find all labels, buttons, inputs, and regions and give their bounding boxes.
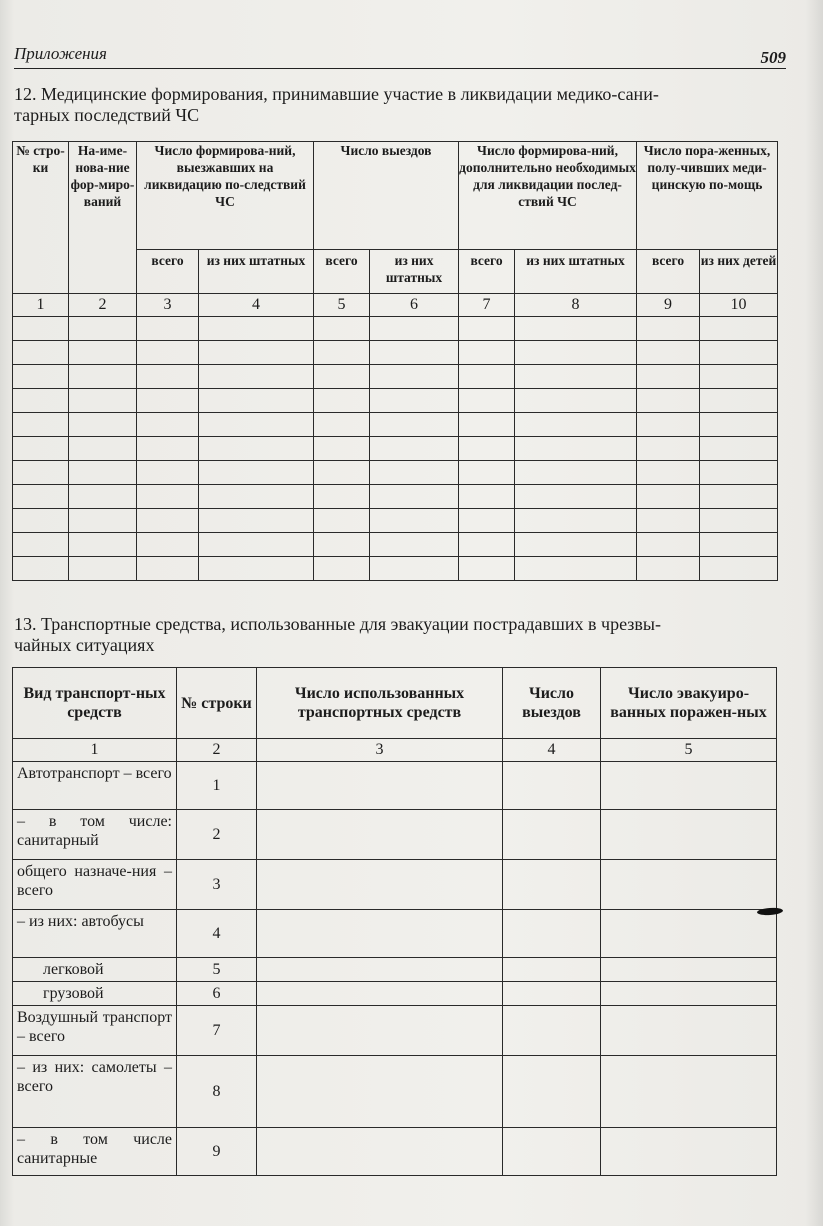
column-number: 10	[700, 294, 778, 317]
col-formations-header: Число формирова-ний, выезжавших на ликвидацию по-следствий ЧС	[137, 142, 314, 250]
row-label: общего назначе-ния – всего	[13, 860, 177, 910]
row-number: 7	[177, 1006, 257, 1056]
row-number: 8	[177, 1056, 257, 1128]
col-row-number-header: № строки	[177, 668, 257, 739]
row-label: – из них: автобусы	[13, 910, 177, 958]
table-row	[13, 509, 778, 533]
col-evacuated-header: Число эвакуиро-ванных поражен-ных	[601, 668, 777, 739]
ink-smudge	[757, 907, 783, 916]
col-transport-type-header: Вид транспорт-ных средств	[13, 668, 177, 739]
section-13-heading	[14, 614, 786, 656]
page-edge-shadow	[805, 0, 823, 1226]
sub-header-staff: из них штатных	[515, 250, 637, 294]
table-row	[13, 533, 778, 557]
medical-formations-table	[12, 141, 778, 581]
column-number: 1	[13, 739, 177, 762]
table-row	[13, 1056, 777, 1128]
column-number: 2	[177, 739, 257, 762]
sub-header-total: всего	[314, 250, 370, 294]
column-number: 8	[515, 294, 637, 317]
row-label: легковой	[13, 958, 177, 982]
column-number: 5	[601, 739, 777, 762]
row-number: 4	[177, 910, 257, 958]
row-number: 9	[177, 1128, 257, 1176]
row-number: 3	[177, 860, 257, 910]
table-row	[13, 557, 778, 581]
section-12-heading	[14, 84, 786, 126]
running-head	[14, 44, 786, 69]
table-row	[13, 762, 777, 810]
col-trips-header: Число выездов	[314, 142, 459, 250]
row-label: – из них: самолеты – всего	[13, 1056, 177, 1128]
column-number: 4	[199, 294, 314, 317]
table-row	[13, 317, 778, 341]
table-row	[13, 910, 777, 958]
col-trips-header: Число выездов	[503, 668, 601, 739]
column-number: 2	[69, 294, 137, 317]
table-row	[13, 1128, 777, 1176]
section-13-heading-line1: 13. Транспортные средства, использованные для эвакуации пострадавших в чрезвы-	[14, 614, 661, 634]
section-12-heading-line2: тарных последствий ЧС	[14, 105, 200, 125]
column-number: 6	[370, 294, 459, 317]
row-label: Воздушный транспорт – всего	[13, 1006, 177, 1056]
column-number: 3	[137, 294, 199, 317]
section-13-heading-line2: чайных ситуациях	[14, 635, 155, 655]
row-number: 6	[177, 982, 257, 1006]
row-label: Автотранспорт – всего	[13, 762, 177, 810]
table-row	[13, 341, 778, 365]
col-row-number-header: № стро-ки	[13, 142, 69, 294]
column-number-row	[13, 739, 777, 762]
column-number: 4	[503, 739, 601, 762]
sub-header-total: всего	[459, 250, 515, 294]
page-number: 509	[760, 48, 786, 67]
sub-header-total: всего	[637, 250, 700, 294]
table-row	[13, 413, 778, 437]
sub-header-staff: из них штатных	[370, 250, 459, 294]
table-row	[13, 461, 778, 485]
col-vehicles-used-header: Число использованных транспортных средств	[257, 668, 503, 739]
column-number: 9	[637, 294, 700, 317]
row-label: – в том числе: санитарный	[13, 810, 177, 860]
table-row	[13, 437, 778, 461]
row-label: – в том числе санитарные	[13, 1128, 177, 1176]
table-row	[13, 958, 777, 982]
table-row	[13, 1006, 777, 1056]
table-row	[13, 810, 777, 860]
transport-table	[12, 667, 777, 1176]
row-number: 2	[177, 810, 257, 860]
col-affected-header: Число пора-женных, полу-чивших меди-цинскую по-мощь	[637, 142, 778, 250]
sub-header-staff: из них штатных	[199, 250, 314, 294]
row-label: грузовой	[13, 982, 177, 1006]
running-title: Приложения	[14, 44, 107, 63]
column-number: 5	[314, 294, 370, 317]
table-row	[13, 982, 777, 1006]
col-additional-header: Число формирова-ний, дополнительно необходимых для ликвидации послед-ствий ЧС	[459, 142, 637, 250]
column-number: 7	[459, 294, 515, 317]
sub-header-total: всего	[137, 250, 199, 294]
col-name-header: На-име-нова-ние фор-миро-ваний	[69, 142, 137, 294]
sub-header-children: из них детей	[700, 250, 778, 294]
section-12-heading-line1: 12. Медицинские формирования, принимавшие участие в ликвидации медико-сани-	[14, 84, 659, 104]
table-row	[13, 860, 777, 910]
row-number: 5	[177, 958, 257, 982]
table-row	[13, 485, 778, 509]
row-number: 1	[177, 762, 257, 810]
column-number: 1	[13, 294, 69, 317]
table-row	[13, 365, 778, 389]
column-number-row	[13, 294, 778, 317]
column-number: 3	[257, 739, 503, 762]
table-row	[13, 389, 778, 413]
